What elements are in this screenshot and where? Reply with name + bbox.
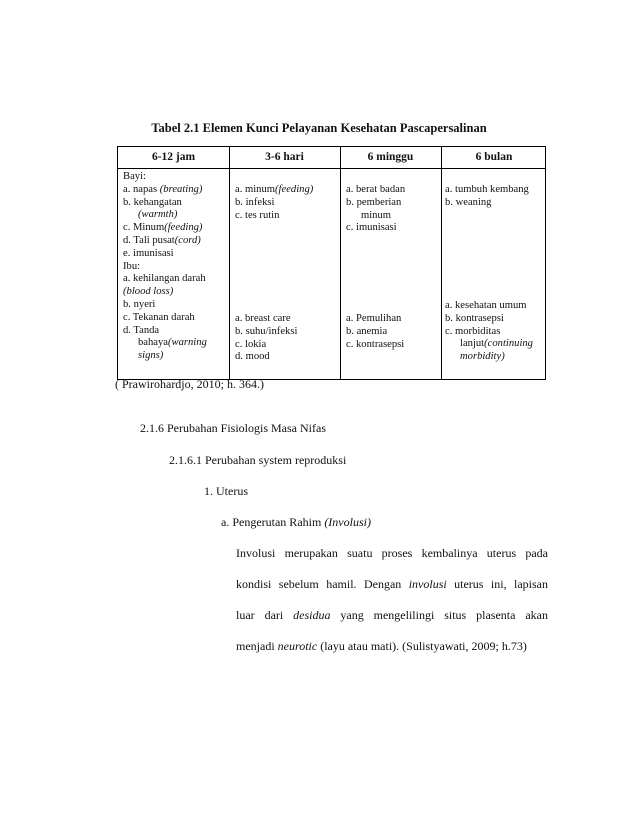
list-item: b. anemia xyxy=(346,325,388,337)
list-item: b. kehangatan xyxy=(123,196,182,208)
heading-2-1-6-1: 2.1.6.1 Perubahan system reproduksi xyxy=(169,453,347,467)
list-item: a. Pemulihan xyxy=(346,313,402,324)
label-bayi: Bayi: xyxy=(123,171,146,182)
header-6-bulan: 6 bulan xyxy=(475,151,513,163)
list-item: minum xyxy=(361,209,392,221)
cell-3-6-hari-bottom xyxy=(235,313,297,364)
list-item: a. berat badan xyxy=(346,184,406,195)
list-item: b. kontrasepsi xyxy=(445,312,504,324)
cell-6-bulan-bottom xyxy=(445,300,533,364)
list-item: d. Tanda xyxy=(123,324,160,336)
column-divider xyxy=(229,147,230,379)
heading-2-1-6: 2.1.6 Perubahan Fisiologis Masa Nifas xyxy=(140,421,326,435)
paragraph-line: menjadi neurotic (layu atau mati). (Sulistyawati, 2009; h.73) xyxy=(236,639,527,653)
list-item: e. imunisasi xyxy=(123,247,174,259)
cell-6-bulan-top xyxy=(445,184,529,210)
paragraph-line: kondisi sebelum hamil. Dengan involusi uterus ini, lapisan xyxy=(236,577,549,591)
table-source: ( Prawirohardjo, 2010; h. 364.) xyxy=(115,377,264,391)
column-divider xyxy=(441,147,442,379)
cell-3-6-hari-top xyxy=(235,184,313,222)
list-item: b. pemberian xyxy=(346,196,402,208)
cell-6-minggu-top xyxy=(346,184,405,235)
list-item: a. breast care xyxy=(235,313,291,324)
list-item: (blood loss) xyxy=(123,286,174,298)
table-caption: Tabel 2.1 Elemen Kunci Pelayanan Kesehatan Pascapersalinan xyxy=(151,121,487,135)
list-item: c. lokia xyxy=(235,338,267,350)
postpartum-care-table xyxy=(117,146,546,380)
list-item: morbidity) xyxy=(460,351,505,363)
list-item: a. kehilangan darah xyxy=(123,273,206,285)
header-3-6-hari: 3-6 hari xyxy=(265,151,304,163)
list-item: d. mood xyxy=(235,351,270,363)
paragraph-involusi xyxy=(236,538,548,662)
list-item: c. kontrasepsi xyxy=(346,338,405,350)
cell-6-12-jam xyxy=(123,171,207,363)
paragraph-line: luar dari desidua yang mengelilingi situs plasenta akan xyxy=(236,608,548,622)
list-item: b. infeksi xyxy=(235,196,275,208)
paragraph-line: Involusi merupakan suatu proses kembalinya uterus pada xyxy=(236,546,548,560)
list-item: c. tes rutin xyxy=(235,209,280,221)
cell-6-minggu-bottom xyxy=(346,313,404,351)
list-item: b. weaning xyxy=(445,196,492,208)
list-item: (warmth) xyxy=(138,209,178,221)
list-item: a. minum(feeding) xyxy=(235,184,314,195)
list-item: b. suhu/infeksi xyxy=(235,325,298,337)
list-item: a. napas (breating) xyxy=(123,183,203,195)
list-item: a. tumbuh kembang xyxy=(445,184,529,195)
list-item: c. imunisasi xyxy=(346,222,397,234)
header-6-minggu: 6 minggu xyxy=(367,151,414,163)
list-item: d. Tali pusat(cord) xyxy=(123,234,201,246)
heading-uterus: 1. Uterus xyxy=(204,484,248,498)
list-item: c. Tekanan darah xyxy=(123,311,195,323)
list-item: c. Minum(feeding) xyxy=(123,222,203,234)
list-item: c. morbiditas xyxy=(445,325,501,337)
header-6-12-jam: 6-12 jam xyxy=(151,151,196,163)
list-item: signs) xyxy=(138,350,164,362)
list-item: bahaya(warning xyxy=(138,337,207,349)
list-item: b. nyeri xyxy=(123,298,156,310)
list-item: a. kesehatan umum xyxy=(445,300,527,311)
label-ibu: Ibu: xyxy=(123,260,141,272)
column-divider xyxy=(340,147,341,379)
header-divider xyxy=(118,168,545,169)
list-item: lanjut(continuing xyxy=(460,338,533,350)
heading-pengerutan-rahim: a. Pengerutan Rahim (Involusi) xyxy=(221,515,371,529)
